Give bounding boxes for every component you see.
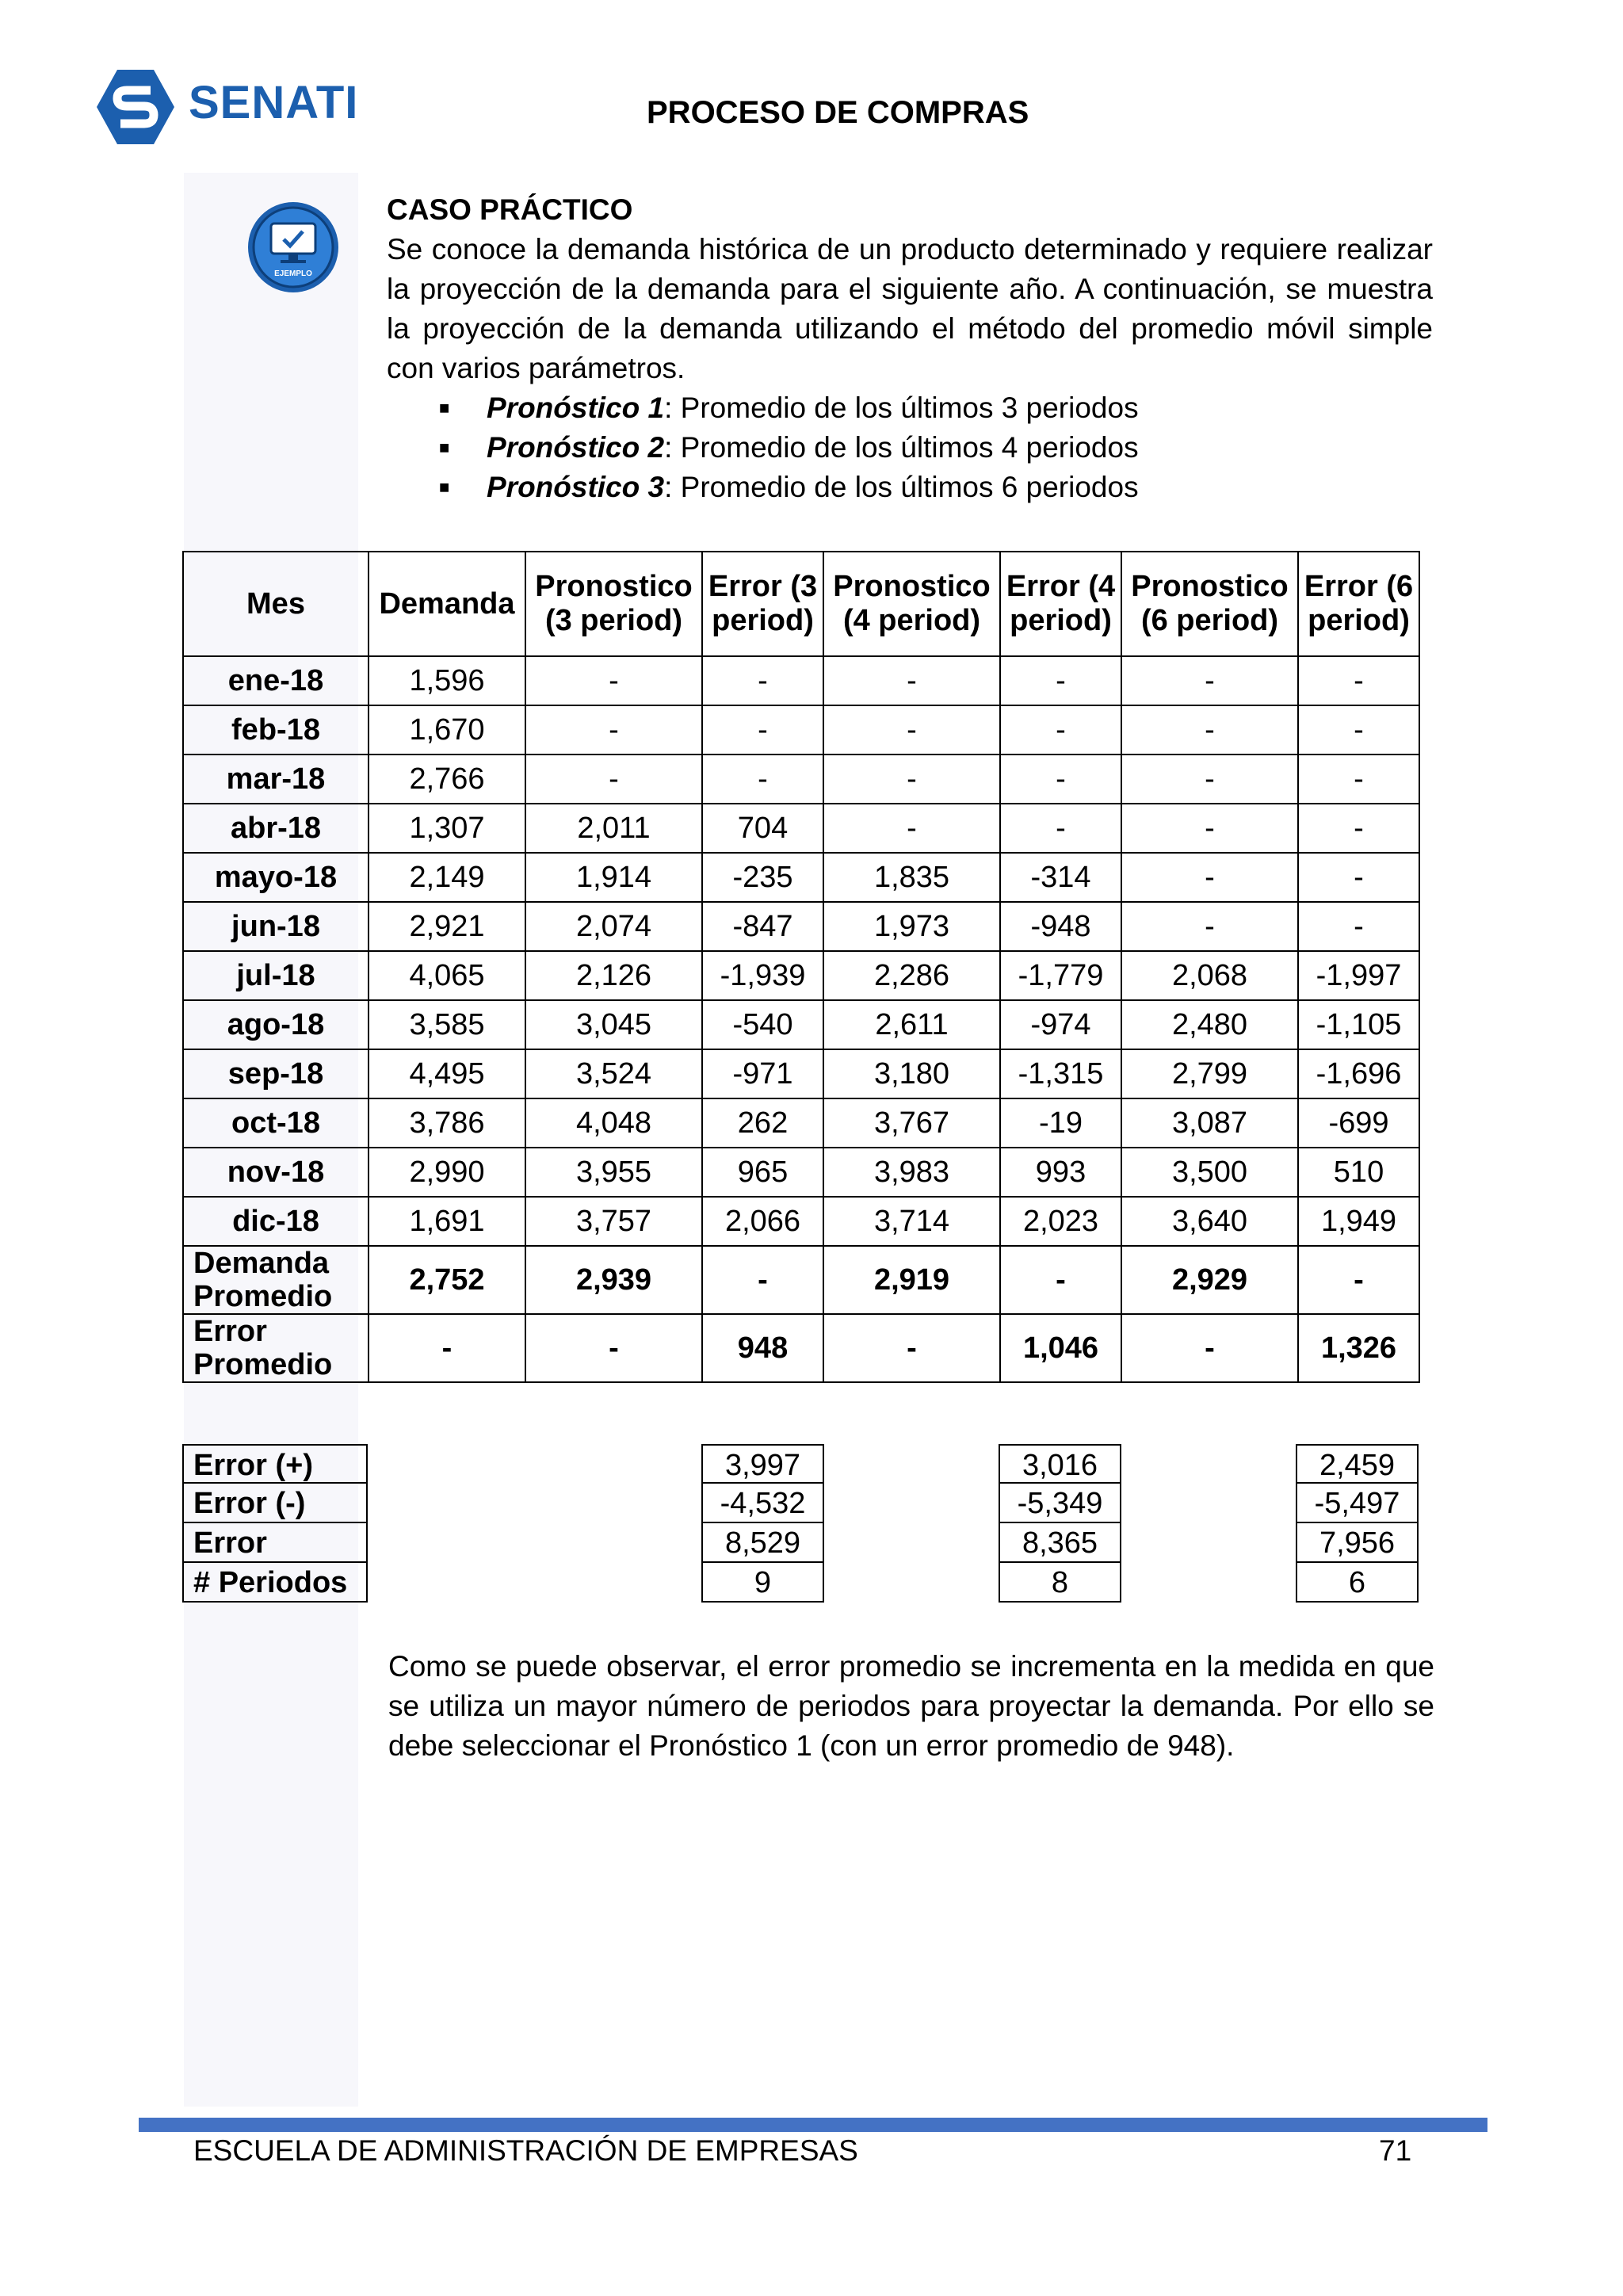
cell: -540: [702, 1000, 823, 1049]
cell: -: [702, 705, 823, 755]
cell: -: [1000, 656, 1121, 705]
cell: 3,757: [525, 1197, 702, 1246]
cell: 1,973: [823, 902, 1000, 951]
stat-value: 7,956: [1296, 1523, 1419, 1563]
cell: 2,149: [369, 853, 525, 902]
stat-value: 8: [999, 1563, 1121, 1603]
cell: -: [1121, 804, 1298, 853]
stat-value: 3,997: [701, 1444, 824, 1484]
forecast-table: [182, 551, 1420, 1383]
cell: -699: [1298, 1098, 1419, 1148]
table-row: [183, 902, 1419, 951]
cell: -: [1121, 902, 1298, 951]
table-row: [183, 1000, 1419, 1049]
cell: -: [823, 656, 1000, 705]
cell: -: [702, 1246, 823, 1314]
cell: -948: [1000, 902, 1121, 951]
cell: 1,691: [369, 1197, 525, 1246]
summary-label: Error Promedio: [183, 1314, 369, 1382]
month-cell: dic-18: [183, 1197, 369, 1246]
stat-value: -5,497: [1296, 1484, 1419, 1523]
month-cell: sep-18: [183, 1049, 369, 1098]
cell: -: [1121, 656, 1298, 705]
stat-value: 8,529: [701, 1523, 824, 1563]
cell: 3,640: [1121, 1197, 1298, 1246]
cell: -: [702, 656, 823, 705]
cell: 4,495: [369, 1049, 525, 1098]
cell: 2,126: [525, 951, 702, 1000]
cell: 2,939: [525, 1246, 702, 1314]
cell: 2,074: [525, 902, 702, 951]
cell: 1,307: [369, 804, 525, 853]
cell: 1,596: [369, 656, 525, 705]
stats-e4: [999, 1444, 1121, 1603]
cell: 3,500: [1121, 1148, 1298, 1197]
page-number: 71: [1379, 2134, 1412, 2167]
example-icon-label: EJEMPLO: [274, 269, 312, 278]
cell: 3,714: [823, 1197, 1000, 1246]
cell: -: [1000, 705, 1121, 755]
cell: 3,767: [823, 1098, 1000, 1148]
cell: -847: [702, 902, 823, 951]
cell: 1,914: [525, 853, 702, 902]
cell: -1,105: [1298, 1000, 1419, 1049]
stat-value: -5,349: [999, 1484, 1121, 1523]
cell: -1,696: [1298, 1049, 1419, 1098]
month-cell: ene-18: [183, 656, 369, 705]
cell: 1,835: [823, 853, 1000, 902]
footer-school: ESCUELA DE ADMINISTRACIÓN DE EMPRESAS: [193, 2134, 858, 2167]
stat-label: Error (+): [182, 1444, 368, 1484]
cell: 2,011: [525, 804, 702, 853]
header-p3: Pronostico (3 period): [525, 552, 702, 656]
stats-e3: [701, 1444, 824, 1603]
cell: -: [525, 755, 702, 804]
cell: 704: [702, 804, 823, 853]
cell: 1,046: [1000, 1314, 1121, 1382]
table-row: [183, 705, 1419, 755]
cell: 1,949: [1298, 1197, 1419, 1246]
conclusion-text: Como se puede observar, el error promedio se incrementa en la medida en que se utiliza un mayor número de periodos para proyectar la demanda. Por ello se debe seleccionar el Pronóstico 1 (con un error promedio de 948).: [388, 1650, 1434, 1762]
cell: 2,921: [369, 902, 525, 951]
bullet-label: Pronóstico 3: [487, 471, 665, 503]
cell: -1,779: [1000, 951, 1121, 1000]
case-section: [387, 190, 1433, 507]
logo-text: SENATI: [189, 77, 359, 128]
cell: 3,524: [525, 1049, 702, 1098]
error-stats: [182, 1444, 1419, 1610]
cell: 510: [1298, 1148, 1419, 1197]
cell: -974: [1000, 1000, 1121, 1049]
header-p4: Pronostico (4 period): [823, 552, 1000, 656]
cell: -: [1298, 902, 1419, 951]
example-icon: [246, 200, 341, 295]
cell: -: [1298, 656, 1419, 705]
list-item: [439, 388, 1433, 428]
month-cell: abr-18: [183, 804, 369, 853]
cell: -: [369, 1314, 525, 1382]
month-cell: jul-18: [183, 951, 369, 1000]
cell: 2,611: [823, 1000, 1000, 1049]
summary-row-demand: [183, 1246, 1419, 1314]
cell: 3,087: [1121, 1098, 1298, 1148]
cell: 3,180: [823, 1049, 1000, 1098]
stat-label: # Periodos: [182, 1563, 368, 1603]
cell: 2,799: [1121, 1049, 1298, 1098]
cell: 2,752: [369, 1246, 525, 1314]
bullet-text: : Promedio de los últimos 6 periodos: [664, 471, 1139, 503]
stat-value: 6: [1296, 1563, 1419, 1603]
stats-e6: [1296, 1444, 1419, 1603]
cell: 2,068: [1121, 951, 1298, 1000]
cell: 4,048: [525, 1098, 702, 1148]
stat-value: 8,365: [999, 1523, 1121, 1563]
cell: 3,585: [369, 1000, 525, 1049]
cell: -: [525, 705, 702, 755]
cell: -314: [1000, 853, 1121, 902]
cell: -: [823, 705, 1000, 755]
cell: -: [1121, 705, 1298, 755]
cell: 1,326: [1298, 1314, 1419, 1382]
cell: -: [823, 755, 1000, 804]
stat-value: -4,532: [701, 1484, 824, 1523]
cell: -: [1298, 755, 1419, 804]
cell: -971: [702, 1049, 823, 1098]
table-row: [183, 755, 1419, 804]
cell: 1,670: [369, 705, 525, 755]
header-mes: Mes: [183, 552, 369, 656]
cell: -1,997: [1298, 951, 1419, 1000]
footer-bar: [139, 2118, 1487, 2132]
bullet-label: Pronóstico 1: [487, 392, 665, 424]
summary-row-error: [183, 1314, 1419, 1382]
cell: -: [1000, 1246, 1121, 1314]
table-row: [183, 1148, 1419, 1197]
header-e6: Error (6 period): [1298, 552, 1419, 656]
cell: 3,983: [823, 1148, 1000, 1197]
table-row: [183, 656, 1419, 705]
summary-label: Demanda Promedio: [183, 1246, 369, 1314]
cell: -: [1298, 804, 1419, 853]
cell: 2,766: [369, 755, 525, 804]
forecast-list: [387, 388, 1433, 507]
cell: -: [1298, 705, 1419, 755]
cell: -: [1121, 853, 1298, 902]
cell: -: [1298, 853, 1419, 902]
stat-label: Error (-): [182, 1484, 368, 1523]
month-cell: oct-18: [183, 1098, 369, 1148]
month-cell: nov-18: [183, 1148, 369, 1197]
cell: -: [823, 1314, 1000, 1382]
header-e3: Error (3 period): [702, 552, 823, 656]
cell: -235: [702, 853, 823, 902]
cell: 2,480: [1121, 1000, 1298, 1049]
cell: 2,990: [369, 1148, 525, 1197]
cell: -: [1298, 1246, 1419, 1314]
bullet-text: : Promedio de los últimos 3 periodos: [664, 392, 1139, 424]
cell: 262: [702, 1098, 823, 1148]
table-row: [183, 1098, 1419, 1148]
header-e4: Error (4 period): [1000, 552, 1121, 656]
table-row: [183, 853, 1419, 902]
stat-value: 3,016: [999, 1444, 1121, 1484]
cell: 2,023: [1000, 1197, 1121, 1246]
cell: -: [1000, 804, 1121, 853]
case-title: CASO PRÁCTICO: [387, 193, 633, 226]
page-title: PROCESO DE COMPRAS: [647, 95, 1029, 130]
cell: 965: [702, 1148, 823, 1197]
cell: -1,939: [702, 951, 823, 1000]
cell: 4,065: [369, 951, 525, 1000]
table-row: [183, 1049, 1419, 1098]
month-cell: mar-18: [183, 755, 369, 804]
month-cell: feb-18: [183, 705, 369, 755]
cell: 2,929: [1121, 1246, 1298, 1314]
list-item: [439, 428, 1433, 468]
cell: 3,786: [369, 1098, 525, 1148]
month-cell: mayo-18: [183, 853, 369, 902]
cell: -: [1121, 1314, 1298, 1382]
cell: -1,315: [1000, 1049, 1121, 1098]
stats-labels: [182, 1444, 368, 1603]
cell: 948: [702, 1314, 823, 1382]
table-row: [183, 951, 1419, 1000]
stat-value: 2,459: [1296, 1444, 1419, 1484]
table-header-row: [183, 552, 1419, 656]
table-row: [183, 804, 1419, 853]
header-demanda: Demanda: [369, 552, 525, 656]
bullet-text: : Promedio de los últimos 4 periodos: [664, 431, 1139, 464]
cell: 993: [1000, 1148, 1121, 1197]
table-row: [183, 1197, 1419, 1246]
cell: -: [1121, 755, 1298, 804]
month-cell: jun-18: [183, 902, 369, 951]
cell: -19: [1000, 1098, 1121, 1148]
cell: 2,286: [823, 951, 1000, 1000]
cell: 2,066: [702, 1197, 823, 1246]
header-p6: Pronostico (6 period): [1121, 552, 1298, 656]
cell: -: [525, 656, 702, 705]
bullet-label: Pronóstico 2: [487, 431, 665, 464]
cell: 2,919: [823, 1246, 1000, 1314]
cell: 3,955: [525, 1148, 702, 1197]
list-item: [439, 468, 1433, 507]
cell: 3,045: [525, 1000, 702, 1049]
stat-value: 9: [701, 1563, 824, 1603]
month-cell: ago-18: [183, 1000, 369, 1049]
case-intro: Se conoce la demanda histórica de un producto determinado y requiere realizar la proyección de la demanda para el siguiente año. A continuación, se muestra la proyección de la demanda utilizando el método del promedio móvil simple con varios parámetros.: [387, 233, 1433, 384]
cell: -: [823, 804, 1000, 853]
senati-logo-icon: [92, 63, 179, 151]
cell: -: [1000, 755, 1121, 804]
cell: -: [525, 1314, 702, 1382]
stat-label: Error: [182, 1523, 368, 1563]
cell: -: [702, 755, 823, 804]
